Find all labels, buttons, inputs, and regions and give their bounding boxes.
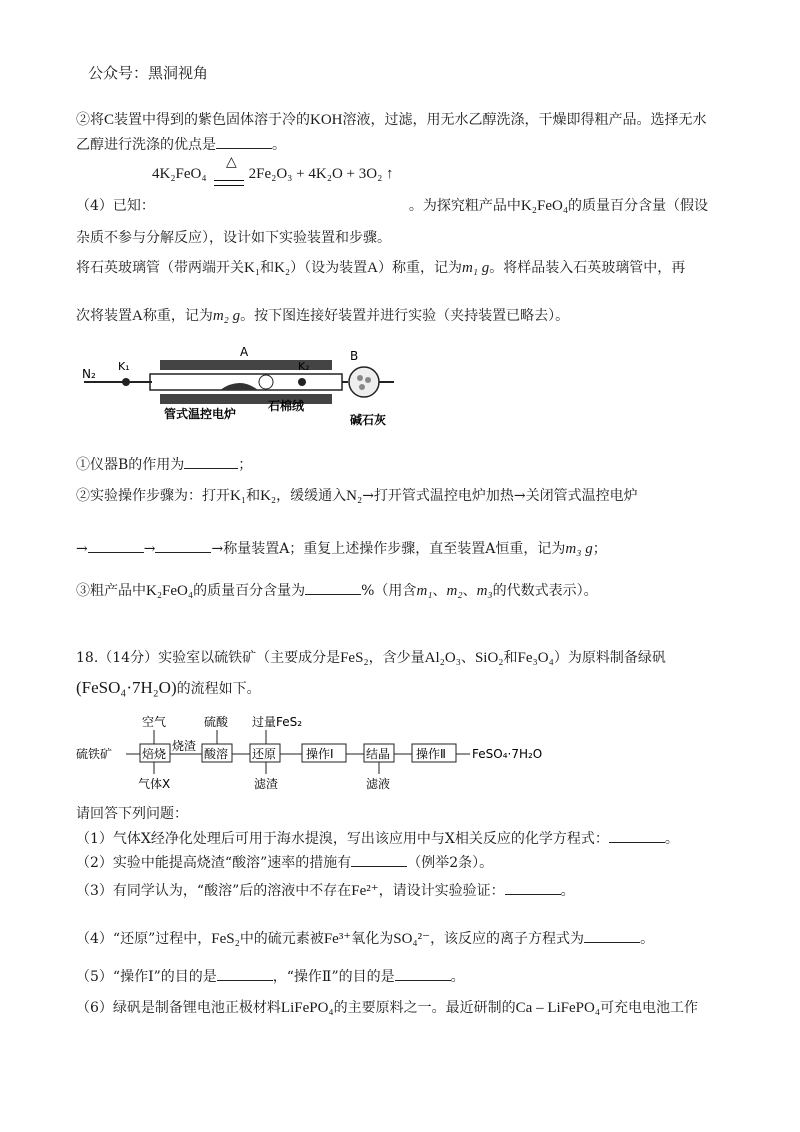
residue-label: 滤渣 [254,777,279,791]
text-line: （1）气体X经净化处理后可用于海水提溴，写出该应用中与X相关反应的化学方程式： 。 [76,828,679,849]
text-line: （2）实验中能提高烧渣“酸溶”速率的措施有 （例举2条）。 [76,852,493,873]
apparatus-a-label: A [240,346,249,359]
gas-x-label: 气体X [138,777,171,791]
answer-blank[interactable] [217,966,273,981]
k2-label: K₂ [298,360,310,373]
svg-text:还原: 还原 [252,747,277,761]
product-label: FeSO₄·7H₂O [472,747,543,761]
furnace-bottom [160,394,332,404]
valve-k2 [298,378,306,386]
acid-label: 硫酸 [204,715,229,729]
drying-tube-b [349,367,379,397]
text-line: ②将C装置中得到的紫色固体溶于冷的KOH溶液，过滤，用无水乙醇洗涤，干燥即得粗产品。选择无水 [76,112,707,128]
heat-symbol: △ [226,154,237,170]
equation-double-bar [214,180,244,186]
text-line: （6）绿矾是制备锂电池正极材料LiFePO₄的主要原料之一。最近研制的Ca – LiFePO₄可充电电池工作 [76,1000,699,1016]
text-line: ③粗产品中K₂FeO₄的质量百分含量为 %（用含m₁、m₂、m₃的代数式表示）。 [76,580,598,601]
b-label: B [350,349,359,363]
text-line: 将石英玻璃管（带两端开关K₁和K₂）（设为装置A）称重，记为m₁ g。将样品装入石英玻璃管中，再 [76,260,686,276]
decomposition-equation: 4K₂FeO₄ 2Fe₂O₃ + 4K₂O + 3O₂ ↑ [152,166,394,182]
asbestos-plug [259,375,273,389]
svg-text:酸溶: 酸溶 [204,747,229,761]
process-flowchart [76,712,546,796]
n2-label: N₂ [82,367,96,381]
text-line: （5）“操作Ⅰ”的目的是 ，“操作Ⅱ”的目的是 。 [76,966,465,987]
furnace-label: 管式温控电炉 [164,407,237,421]
text-line: 请回答下列问题： [76,806,188,822]
answer-blank[interactable] [505,880,561,895]
valve-k1 [122,378,130,386]
text-line: 乙醇进行洗涤的优点是 。 [76,134,286,155]
slag-label: 烧渣 [172,739,197,753]
answer-blank[interactable] [351,852,407,867]
svg-text:焙烧: 焙烧 [142,747,167,761]
watermark-header: 公众号：黑洞视角 [88,64,209,82]
answer-blank[interactable] [609,828,665,843]
filtrate-label: 滤液 [366,777,391,791]
text-line: → → →称量装置A；重复上述操作步骤，直至装置A恒重，记为m₃ g； [76,538,607,559]
soda-lime-label: 碱石灰 [350,413,387,427]
fes2-label: 过量FeS₂ [252,715,303,729]
answer-blank[interactable] [305,580,361,595]
apparatus-diagram [80,346,400,428]
text-line: (FeSO₄·7H₂O)的流程如下。 [76,678,261,697]
svg-text:结晶: 结晶 [366,747,391,761]
svg-text:操作Ⅱ: 操作Ⅱ [416,747,446,761]
text-line: （3）有同学认为，“酸溶”后的溶液中不存在Fe²⁺，请设计实验验证： 。 [76,880,575,901]
answer-blank[interactable] [584,928,640,943]
air-label: 空气 [142,715,167,729]
sample [220,383,258,390]
ore-label: 硫铁矿 [76,747,113,761]
asbestos-label: 石棉绒 [268,399,305,413]
text-line: ①仪器B的作用为 ； [76,454,252,475]
text-line: （4）“还原”过程中，FeS₂中的硫元素被Fe³⁺氧化为SO₄²⁻，该反应的离子方程式为 。 [76,928,654,949]
answer-blank[interactable] [155,538,211,553]
text-line: 次将装置A称重，记为m₂ g。按下图连接好装置并进行实验（夹持装置已略去）。 [76,308,570,324]
k1-label: K₁ [118,360,130,373]
answer-blank[interactable] [395,966,451,981]
answer-blank[interactable] [88,538,144,553]
answer-blank[interactable] [216,134,272,149]
text-line: ②实验操作步骤为：打开K₁和K₂，缓缓通入N₂→打开管式温控电炉加热→关闭管式温控电炉 [76,488,638,504]
svg-text:操作Ⅰ: 操作Ⅰ [306,747,334,761]
text-line: 杂质不参与分解反应），设计如下实验装置和步骤。 [76,230,391,246]
answer-blank[interactable] [184,454,238,469]
text-line: 18.（14分）实验室以硫铁矿（主要成分是FeS₂，含少量Al₂O₃、SiO₂和Fe₃O₄）为原料制备绿矾 [76,650,666,666]
text-line: （4）已知： 。为探究粗产品中K₂FeO₄的质量百分含量（假设 [76,198,709,214]
